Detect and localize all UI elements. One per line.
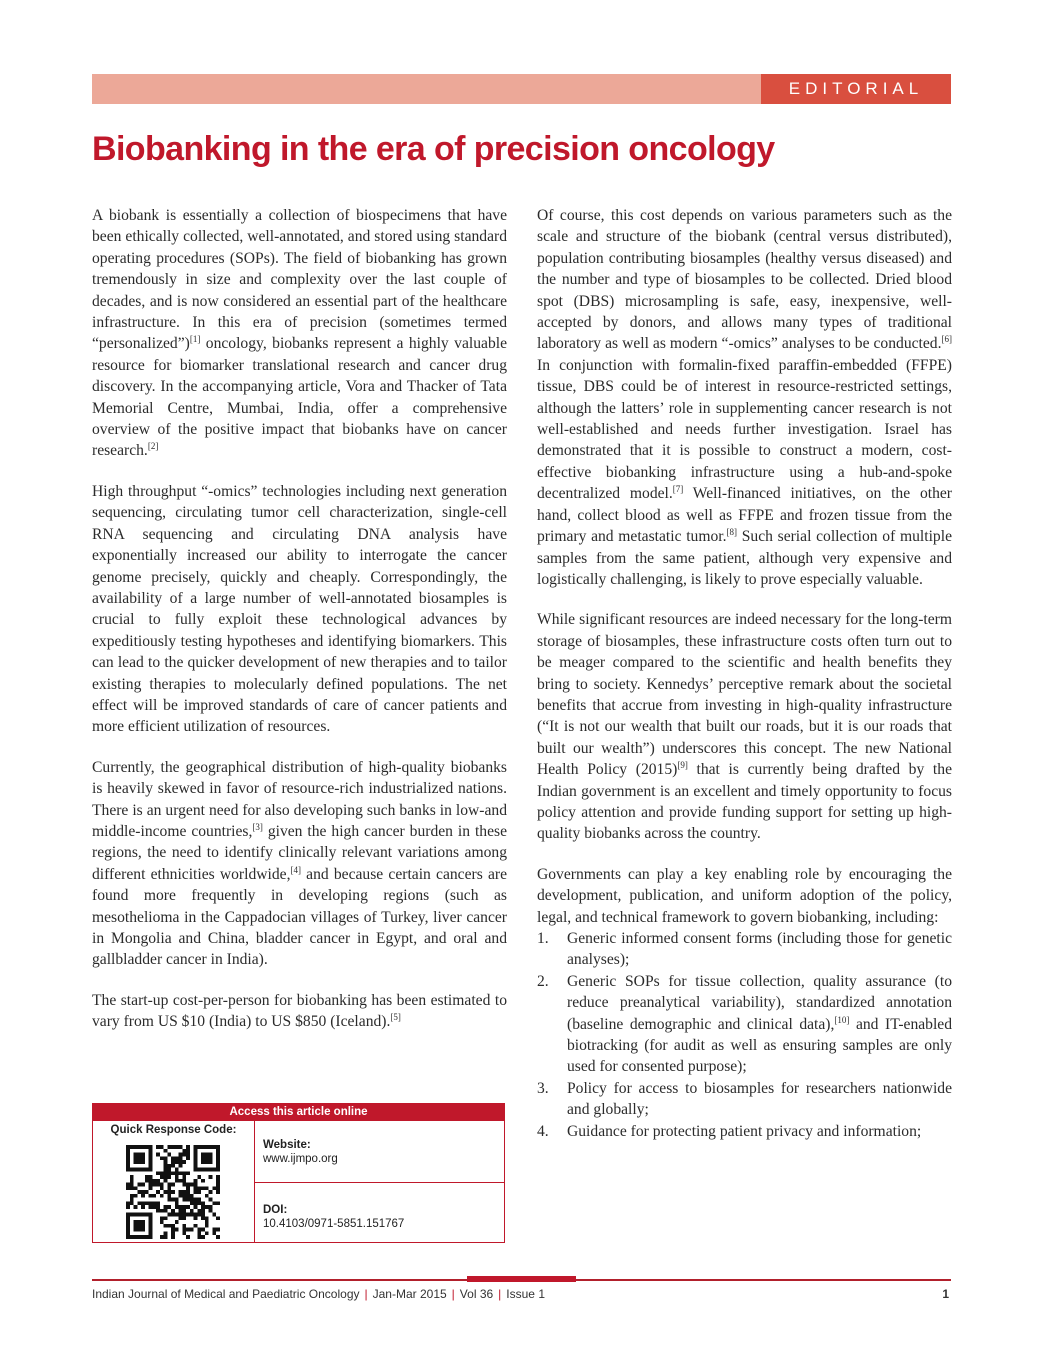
list-item: 1. Generic informed consent forms (including those for genetic analyses); [537, 930, 952, 969]
paragraph: While significant resources are indeed necessary for the long-term storage of biosamples, these infrastructure costs often turn out to be meager compared to the scientific and health benefits they bring to society. Kennedys’ perceptive remark about the societal benefits that accrue from investing in high-quality infrastructure (“It is not our wealth that built our roads, but it is our roads that built our wealth”) underscores this concept. The new National Health Policy (2015)[9] that is currently being drafted by the Indian government is an excellent and timely opportunity to focus policy attention and provide funding support for setting up high-quality biobanks across the country. [537, 611, 952, 843]
recommendations-list [537, 928, 952, 1142]
citation-ref[interactable]: [8] [726, 527, 738, 538]
left-column [92, 205, 507, 1052]
website-cell [255, 1121, 504, 1183]
access-article-box [92, 1103, 505, 1243]
doi-label: DOI: [263, 1204, 288, 1216]
citation-ref[interactable]: [2] [147, 441, 159, 452]
paragraph: A biobank is essentially a collection of biospecimens that have been ethically collected, well-annotated, and stored using standard operating procedures (SOPs). The field of biobanking has grown tremendously in size and complexity over the last couple of decades, and is now considered an essential part of the healthcare infrastructure. In this era of precision (sometimes termed “personalized”)[1] oncology, biobanks represent a highly valuable resource for biomarker translational research and cancer drug discovery. In the accompanying article, Vora and Thacker of Tata Memorial Centre, Mumbai, India, offer a comprehensive overview of the positive impact that biobanks have on cancer research.[2] [92, 207, 507, 460]
qr-code-icon[interactable] [126, 1145, 220, 1239]
section-tag: EDITORIAL [761, 74, 951, 104]
paragraph: Currently, the geographical distribution of high-quality biobanks is heavily skewed in favor of resource-rich industrialized nations. There is an urgent need for also developing such banks in low-and middle-income countries,[3] given the high cancer burden in these regions, the need to identify clinically relevant variations among different ethnicities worldwide,[4] and because certain cancers are found more frequently in developing regions (such as mesothelioma in the Cappadocian villages of Turkey, liver cancer in Mongolia and China, bladder cancer in Egypt, and oral and gallbladder cancer in India). [92, 758, 508, 969]
paragraph: High throughput “-omics” technologies including next generation sequencing, circulating tumor cell characterization, single-cell RNA sequencing and circulating DNA analysis have exponentially increased our ability to interrogate the cancer genome precisely, quickly and cheaply. Correspondingly, the availability of a large number of well-annotated biosamples is crucial to fully exploit these technological advances by expeditiously testing hypotheses and identifying biomarkers. This can lead to the quicker development of new therapies and to tailor existing therapies to molecularly defined populations. The net effect will be improved standards of care of cancer patients and more efficient utilization of resources. [92, 482, 507, 736]
citation-ref[interactable]: [10] [834, 1014, 850, 1025]
separator: | [364, 1287, 368, 1301]
footer-accent-bar [467, 1276, 576, 1282]
access-box-heading: Access this article online [93, 1104, 504, 1121]
journal-name: Indian Journal of Medical and Paediatric Oncology [92, 1287, 360, 1301]
issue-date: Jan-Mar 2015 [372, 1287, 447, 1301]
qr-cell [93, 1121, 255, 1242]
citation-ref[interactable]: [6] [941, 334, 952, 345]
doi-link[interactable]: 10.4103/0971-5851.151767 [263, 1218, 405, 1230]
citation-ref[interactable]: [1] [189, 334, 201, 345]
citation-ref[interactable]: [9] [677, 760, 688, 771]
citation-ref[interactable]: [3] [252, 821, 263, 832]
citation-ref[interactable]: [5] [390, 1012, 401, 1023]
separator: | [498, 1287, 502, 1301]
website-label: Website: [263, 1139, 311, 1151]
doi-cell [255, 1183, 504, 1244]
article-title: Biobanking in the era of precision oncology [92, 130, 775, 168]
page-number: 1 [942, 1287, 949, 1301]
citation-ref[interactable]: [7] [672, 484, 684, 495]
qr-label: Quick Response Code: [110, 1124, 237, 1136]
list-item: 3. Policy for access to biosamples for researchers nationwide and globally; [537, 1079, 952, 1119]
list-item: 4. Guidance for protecting patient privacy and information; [537, 1122, 922, 1140]
paragraph: Governments can play a key enabling role by encouraging the development, publication, and uniform adoption of the policy, legal, and technical framework to govern biobanking, including: [537, 865, 952, 926]
website-link[interactable]: www.ijmpo.org [263, 1153, 338, 1165]
issue: Issue 1 [506, 1287, 545, 1301]
separator: | [451, 1287, 455, 1301]
volume: Vol 36 [459, 1287, 494, 1301]
paragraph: Of course, this cost depends on various parameters such as the scale and structure of the biobank (central versus distributed), population contributing biosamples (healthy versus diseased) and the number and type of biosamples to be collected. Dried blood spot (DBS) microsampling is safe, easy, inexpensive, well-accepted by donors, and allows many types of traditional laboratory as well as modern “-omics” analyses to be conducted.[6] In conjunction with formalin-fixed paraffin-embedded (FFPE) tissue, DBS could be of interest in resource-restricted settings, although the latters’ role in supplementing cancer research is not well-established and needs further investigation. Israel has demonstrated that it is possible to construct a modern, cost-effective biobanking infrastructure using a hub-and-spoke decentralized model.[7] Well-financed initiatives, on the other hand, collect blood as well as FFPE and frozen tissue from the primary and metastatic tumor.[8] Such serial collection of multiple samples from the same patient, although very expensive and logistically challenging, is likely to prove especially valuable. [537, 207, 952, 588]
right-column [537, 205, 952, 1142]
header-band [92, 74, 951, 104]
paragraph: The start-up cost-per-person for biobanking has been estimated to vary from US $10 (India) to US $850 (Iceland).[5] [92, 991, 507, 1031]
list-item: 2. Generic SOPs for tissue collection, quality assurance (to reduce preanalytical variability), standardized annotation (baseline demographic and clinical data),[10] and IT-enabled biotracking (for audit as well as ensuring samples are only used for consented purpose); [537, 972, 953, 1076]
page-footer [92, 1287, 951, 1303]
citation-ref[interactable]: [4] [290, 864, 301, 875]
